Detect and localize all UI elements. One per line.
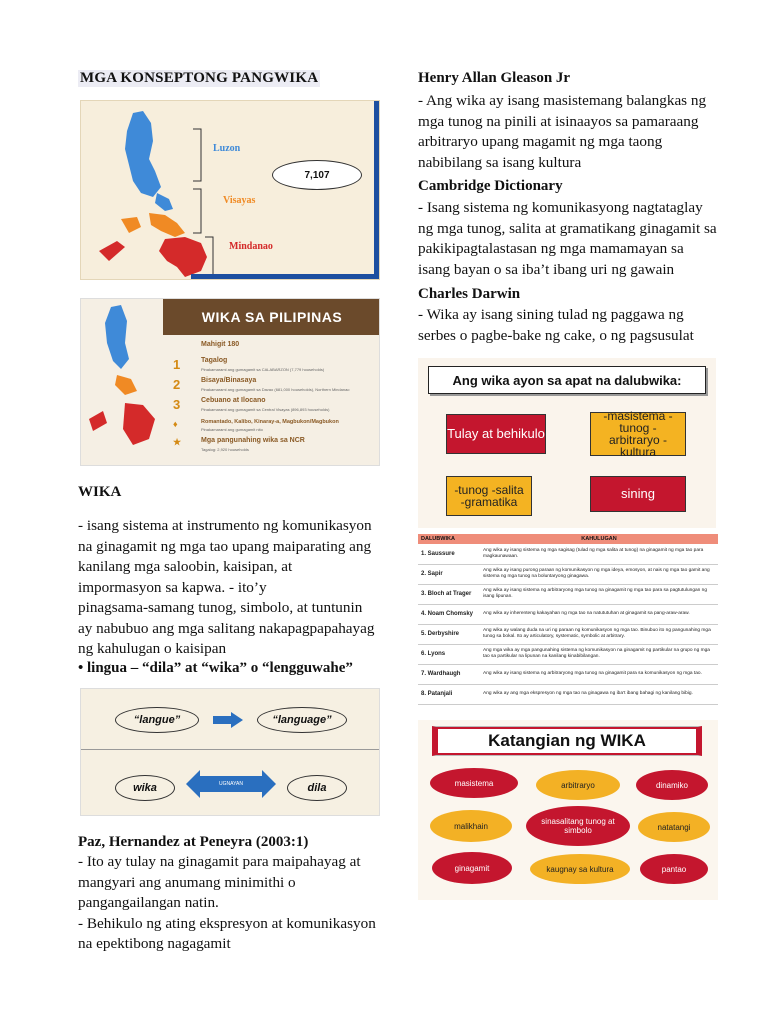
map-label-visayas: Visayas [223, 195, 256, 206]
box-masistema: -masistema -tunog -arbitraryo -kultura [590, 412, 686, 456]
text-line: - Wika ay isang sining tulad ng paggawa ng [418, 306, 684, 323]
text-line: pinagsama-samang tunog, simbolo, at tuntunin [78, 599, 363, 616]
trait-pill: natatangi [638, 812, 710, 842]
table-row: 3. Bloch at Trager Ang wika ay isang sistema ng arbitraryong mga tunog na ginagamit ng mga tao para sa pagtutulungan ng isang lipunan. [418, 584, 718, 604]
trait-pill: sinasalitang tunog at simbolo [526, 806, 630, 846]
darwin-heading: Charles Darwin [418, 286, 521, 302]
text-line: pangangailangan natin. [78, 894, 219, 911]
dalubwika-table [418, 534, 718, 705]
philippine-map-image [80, 100, 380, 280]
text-line: pakikipagtalastasan ng mga mamamayan sa [418, 240, 684, 257]
paz-definition [78, 852, 378, 955]
text-line: impormasyon sa kapwa. - ito’y [78, 578, 267, 596]
page-title: MGA KONSEPTONG PANGWIKA [80, 70, 319, 86]
table-row: 7. Wardhaugh Ang wika ay isang sistema ng arbitraryong mga tunog na ginagamit para sa komunikasyon ng mga tao. [418, 664, 718, 684]
dalubwika-image [418, 358, 716, 528]
text-line: ng kahulugan o kaisipan [78, 640, 227, 657]
langue-oval: “langue” [115, 707, 199, 733]
table-row: 2. Sapir Ang wika ay isang purong paraan ng komunikasyon ng mga ideya, emosyon, at nais ng mga tao gamit ang sistema ng mga tunog na boluntaryong ginagawa. [418, 564, 718, 584]
text-line: serbes o pagbe-bake ng cake, o ng pagsusulat [418, 326, 694, 344]
divider [81, 749, 379, 750]
gleason-definition [418, 91, 728, 173]
trait-pill: dinamiko [636, 770, 708, 800]
text-line: ng mga tunog, salita at gramatikang ginagamit sa [418, 219, 717, 237]
gleason-heading: Henry Allan Gleason Jr [418, 70, 571, 86]
cambridge-heading: Cambridge Dictionary [418, 178, 563, 194]
column-header: DALUBWIKA [418, 534, 480, 544]
table-row: 5. Derbyshire Ang wika ay walang duda na uri ng paraan ng komunikasyon ng mga tao. Binubuo ito ng pangunahing mga tunog sa bokal. Ito ay articulatory, systematic, symbolic at arbitrary. [418, 624, 718, 644]
paz-heading: Paz, Hernandez at Peneyra (2003:1) [78, 834, 309, 850]
text-line: kanilang mga saloobin, kaisipan, at [78, 558, 293, 575]
katangian-image [418, 720, 718, 900]
text-line: ay nabubuo ang mga salitang nakapagpapahayag [78, 619, 375, 637]
arrow-right-icon [213, 712, 243, 728]
text-line: - Isang sistema ng komunikasyong nagtataglay [418, 199, 703, 216]
wika-oval: wika [115, 775, 175, 801]
text-line: - Behikulo ng ating ekspresyon at komunikasyon [78, 914, 376, 932]
dalubwika-title: Ang wika ayon sa apat na dalubwika: [428, 366, 706, 394]
table-row: 8. Patanjali Ang wika ay ang mga ekspresyon ng mga tao na ginagawa ng iba’t ibang bahagi ng kanilang bibig. [418, 684, 718, 704]
wika-heading: WIKA [78, 484, 122, 500]
darwin-definition [418, 305, 728, 346]
dila-oval: dila [287, 775, 347, 801]
trait-pill: masistema [430, 768, 518, 798]
trait-pill: malikhain [430, 810, 512, 842]
box-tunog: -tunog -salita -gramatika [446, 476, 532, 516]
map2-header: WIKA SA PILIPINAS [163, 299, 380, 335]
philippines-map-icon [81, 299, 163, 466]
text-line: - isang sistema at instrumento ng komunikasyon [78, 517, 372, 534]
text-line: mangyari ang anumang minimithi o [78, 873, 296, 891]
text-line: isang bayan o sa iba’t ibang uri ng gawain [418, 260, 675, 278]
trait-pill: kaugnay sa kultura [530, 854, 630, 884]
text-line: mga tunog na pinili at isinaayos sa pamaraang [418, 112, 699, 130]
language-oval: “language” [257, 707, 347, 733]
map-label-luzon: Luzon [213, 143, 241, 154]
table-row: 4. Noam Chomsky Ang wika ay inherenteng kakayahan ng mga tao na natututuhan at ginagamit sa pang-araw-araw. [418, 604, 718, 624]
wika-sa-pilipinas-image: WIKA SA PILIPINAS Mahigit 180 1 Tagalog Pinakamarami ang gumagamit sa CALABARZON (7,779 households) 2 Bisaya/Binasaya Pinakamarami ang gumagamit sa Davao (681,000 households), Northern Mindanao 3 Cebuano at Ilocano Pinakamarami ang gumagamit sa Central Visayas (896,893 households) ♦ Romantado, Kalibo, Kinaray-a, Magbukon/Magbukon Pinakamarami ang gumagamit nito ★ Mga pangunahing wika sa NCR Tagalog: 2,920 households [80, 298, 380, 466]
trait-pill: arbitraryo [536, 770, 620, 800]
wika-definition [78, 516, 378, 660]
text-line: - Ito ay tulay na ginagamit para maipahayag at [78, 853, 361, 870]
ugnayan-label: UGNAYAN [199, 777, 263, 791]
text-line: na epektibong nagagamit [78, 935, 231, 952]
langue-diagram-image [80, 688, 380, 816]
trait-pill: pantao [640, 854, 708, 884]
text-line: arbitraryo upang magamit ng mga taong [418, 133, 663, 150]
trait-pill: ginagamit [432, 852, 512, 884]
map-label-mindanao: Mindanao [229, 241, 273, 252]
text-line: na ginagamit ng mga tao upang maiparating ang [78, 537, 372, 555]
decorative-bar [374, 101, 379, 279]
box-tulay: Tulay at behikulo [446, 414, 546, 454]
table-row: 6. Lyons Ang mga wika ay mga pangunahing sistema ng komunikasyon na ginagamit ng partikular na grupo ng mga tao sa partikular na lipunan na kanilang kinabibilangan. [418, 644, 718, 664]
column-header: KAHULUGAN [480, 534, 718, 544]
decorative-bar [191, 274, 380, 279]
lingua-bullet: • lingua – “dila” at “wika” o “lengguwahe” [78, 660, 353, 676]
philippines-map-icon [81, 101, 380, 280]
text-line: nabibilang sa isang kultura [418, 153, 582, 171]
cambridge-definition [418, 198, 728, 280]
katangian-title: Katangian ng WIKA [432, 726, 702, 756]
box-sining: sining [590, 476, 686, 512]
text-line: - Ang wika ay isang masistemang balangkas ng [418, 92, 707, 109]
island-count-badge: 7,107 [272, 160, 362, 190]
table-row: 1. Saussure Ang wika ay isang sistema ng mga sagisag (tulad ng mga salita at tunog) na ginagamit ng mga tao para magkaunawaan. [418, 544, 718, 564]
